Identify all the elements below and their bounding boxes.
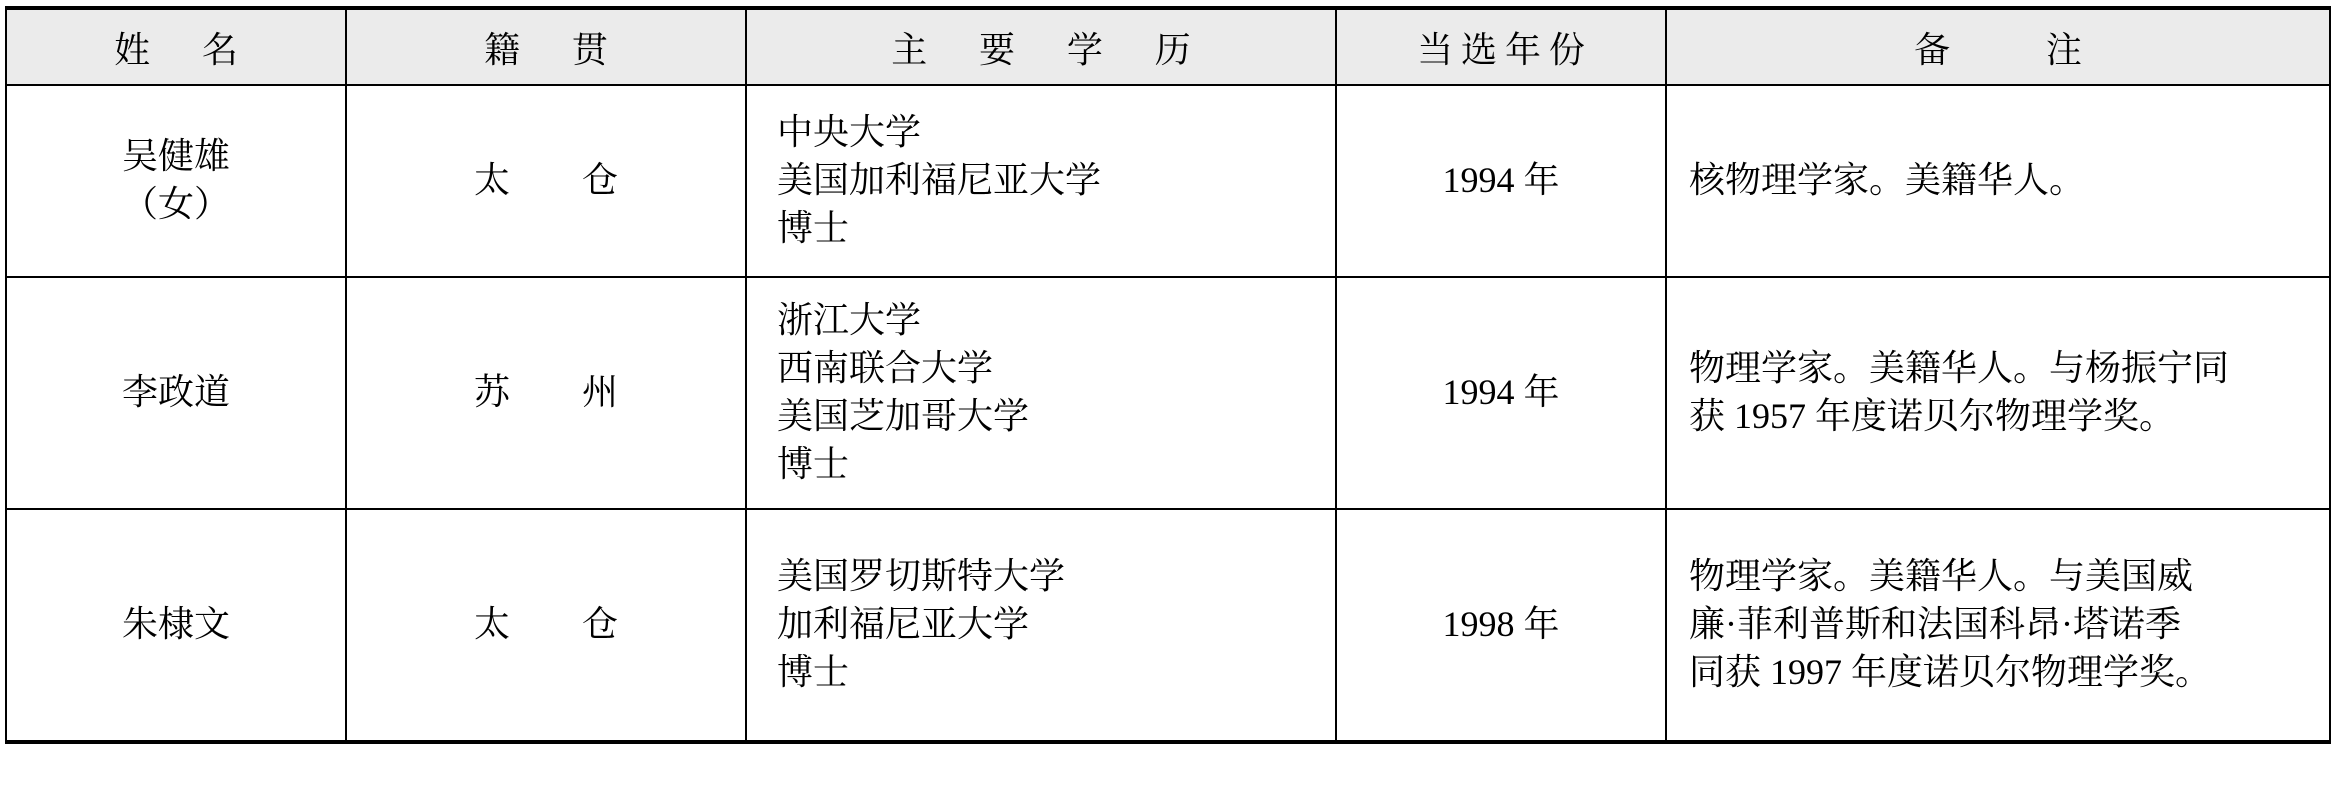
column-header-native-place: 籍 贯 bbox=[346, 8, 746, 85]
table-row bbox=[6, 277, 2330, 509]
table-row bbox=[6, 85, 2330, 277]
cell-education bbox=[746, 277, 1336, 509]
education-line: 博士 bbox=[777, 443, 850, 484]
cell-name bbox=[6, 85, 346, 277]
remark-line: 物理学家。美籍华人。与杨振宁同 bbox=[1689, 348, 2230, 389]
education-line: 浙江大学 bbox=[777, 300, 922, 341]
cell-remarks bbox=[1666, 277, 2330, 509]
table-row bbox=[6, 509, 2330, 742]
name-line: 吴健雄 bbox=[121, 136, 230, 177]
cell-remarks bbox=[1666, 509, 2330, 742]
column-header-education: 主 要 学 历 bbox=[746, 8, 1336, 85]
cell-native-place: 太 仓 bbox=[346, 509, 746, 742]
remark-line: 获 1957 年度诺贝尔物理学奖。 bbox=[1689, 396, 2176, 436]
cell-name bbox=[6, 277, 346, 509]
education-line: 美国芝加哥大学 bbox=[777, 396, 1030, 436]
cell-education bbox=[746, 509, 1336, 742]
education-line: 美国加利福尼亚大学 bbox=[777, 160, 1102, 201]
cell-name bbox=[6, 509, 346, 742]
education-line: 中央大学 bbox=[777, 112, 922, 153]
education-line: 加利福尼亚大学 bbox=[777, 604, 1030, 645]
academicians-table bbox=[5, 6, 2331, 744]
column-header-remarks: 备 注 bbox=[1666, 8, 2330, 85]
remark-line: 核物理学家。美籍华人。 bbox=[1689, 160, 2086, 201]
cell-elected-year: 1998 年 bbox=[1336, 509, 1666, 742]
name-line: 朱棣文 bbox=[121, 604, 230, 645]
remark-line: 物理学家。美籍华人。与美国威 bbox=[1689, 556, 2194, 597]
table-header bbox=[6, 8, 2330, 85]
remark-line: 廉·菲利普斯和法国科昂·塔诺季 bbox=[1689, 604, 2181, 645]
education-line: 博士 bbox=[777, 207, 850, 248]
cell-elected-year: 1994 年 bbox=[1336, 277, 1666, 509]
cell-education bbox=[746, 85, 1336, 277]
table-body bbox=[6, 85, 2330, 742]
name-line: （女） bbox=[121, 184, 230, 224]
remark-line: 同获 1997 年度诺贝尔物理学奖。 bbox=[1689, 651, 2212, 692]
column-header-name: 姓 名 bbox=[6, 8, 346, 85]
column-header-elected-year: 当选年份 bbox=[1336, 8, 1666, 85]
education-line: 西南联合大学 bbox=[777, 348, 994, 389]
cell-remarks bbox=[1666, 85, 2330, 277]
cell-elected-year: 1994 年 bbox=[1336, 85, 1666, 277]
table-header-row bbox=[6, 8, 2330, 85]
education-line: 美国罗切斯特大学 bbox=[777, 556, 1066, 597]
cell-native-place: 太 仓 bbox=[346, 85, 746, 277]
name-line: 李政道 bbox=[121, 372, 230, 413]
cell-native-place: 苏 州 bbox=[346, 277, 746, 509]
education-line: 博士 bbox=[777, 651, 850, 692]
